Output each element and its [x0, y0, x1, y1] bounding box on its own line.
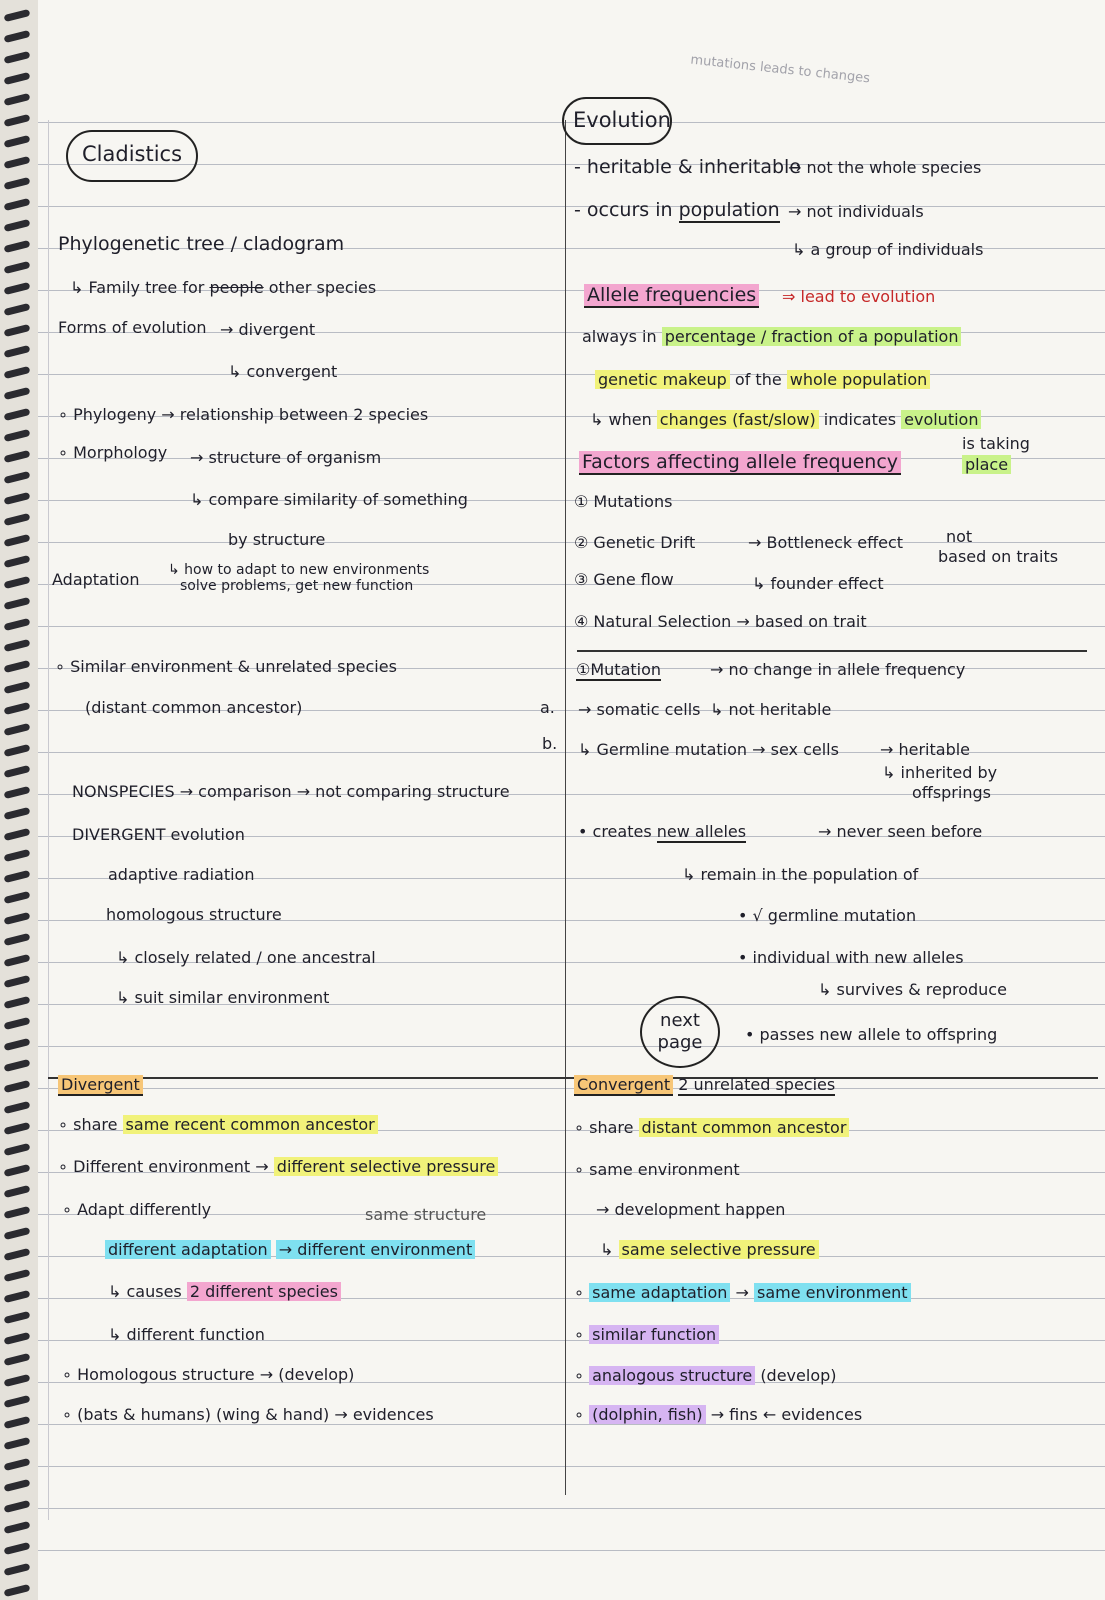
binding-coil — [4, 870, 31, 883]
binding-coil — [4, 261, 31, 274]
binding-coil — [4, 51, 31, 64]
different-function: ↳ different function — [108, 1325, 265, 1344]
somatic-cells: → somatic cells — [578, 700, 701, 719]
occurs-line — [574, 198, 780, 222]
allele-freq-heading: Allele frequencies — [584, 284, 759, 308]
binding-coil — [4, 72, 31, 85]
same-selective-pressure: same selective pressure — [619, 1240, 819, 1259]
survives-reproduce: ↳ survives & reproduce — [818, 980, 1007, 999]
binding-coil — [4, 975, 31, 988]
passes-new-allele: • passes new allele to offspring — [745, 1025, 998, 1044]
binding-coil — [4, 1290, 31, 1303]
allele-frequencies — [584, 283, 759, 307]
founder-effect: ↳ founder effect — [752, 574, 884, 593]
binding-coil — [4, 1500, 31, 1513]
germline-mutation: ↳ Germline mutation → sex cells — [578, 740, 839, 759]
dolphin-fish: (dolphin, fish) — [589, 1405, 705, 1424]
changes: changes (fast/slow) — [657, 410, 819, 429]
binding-coil — [4, 639, 31, 652]
div-env-line — [58, 1157, 498, 1177]
binding-coil — [4, 198, 31, 211]
mutation-heading: ①Mutation — [576, 660, 662, 679]
binding-coil — [4, 93, 31, 106]
offsprings: offsprings — [912, 783, 991, 802]
binding-coil — [4, 429, 31, 442]
binding-coil — [4, 1353, 31, 1366]
mark-b: b. — [542, 734, 558, 753]
closely-related: ↳ closely related / one ancestral — [116, 948, 376, 967]
inherited-by: ↳ inherited by — [882, 763, 998, 782]
different-environment: → different environment — [276, 1240, 475, 1259]
factors-heading: Factors affecting allele frequency — [579, 451, 901, 475]
binding-coil — [4, 282, 31, 295]
occurs-population: population — [678, 199, 780, 221]
same-pressure-pre: ↳ — [600, 1240, 614, 1259]
not-individuals: → not individuals — [788, 202, 924, 221]
binding-coil — [4, 471, 31, 484]
nonspecies: NONSPECIES → comparison → not comparing structure — [72, 782, 510, 801]
binding-coil — [4, 744, 31, 757]
not-whole-species: → not the whole species — [788, 158, 982, 177]
different-adaptation: different adaptation — [105, 1240, 271, 1259]
binding-coil — [4, 555, 31, 568]
binding-coil — [4, 912, 31, 925]
binding-coil — [4, 1101, 31, 1114]
binding-coil — [4, 597, 31, 610]
analogous-develop: (develop) — [760, 1366, 837, 1385]
page-label: page — [657, 1032, 703, 1053]
binding-coil — [4, 1395, 31, 1408]
binding-coil — [4, 1164, 31, 1177]
always-line — [582, 327, 961, 347]
same-adaptation: same adaptation — [589, 1283, 730, 1302]
binding-coil — [4, 1227, 31, 1240]
conv-share-line — [574, 1118, 849, 1138]
divergent-evolution: DIVERGENT evolution — [72, 825, 245, 844]
ruled-line — [38, 1088, 1105, 1089]
factor-gene-flow: ③ Gene flow — [574, 570, 674, 589]
of-the: of the — [734, 370, 782, 389]
genetic-makeup: genetic makeup — [595, 370, 730, 389]
heritable-2: → heritable — [880, 740, 971, 759]
morphology: ∘ Morphology — [58, 443, 168, 462]
conv-share-pre: ∘ share — [574, 1118, 634, 1137]
causes-pre: ↳ causes — [108, 1282, 182, 1301]
always-pre: always in — [582, 327, 657, 346]
morph-compare: ↳ compare similarity of something — [190, 490, 468, 509]
binding-coil — [4, 681, 31, 694]
similar-function: similar function — [589, 1325, 719, 1344]
binding-coil — [4, 933, 31, 946]
ruled-line — [38, 1508, 1105, 1509]
no-change: → no change in allele frequency — [710, 660, 966, 679]
place — [962, 455, 1011, 475]
binding-coil — [4, 1143, 31, 1156]
same-adapt-arrow: → — [735, 1283, 749, 1302]
div-share-highlight: same recent common ancestor — [123, 1115, 378, 1134]
binding-coil — [4, 492, 31, 505]
causes-line — [108, 1282, 341, 1302]
same-pressure-line — [600, 1240, 819, 1260]
margin-line — [48, 120, 49, 1520]
binding-coil — [4, 219, 31, 232]
binding-coil — [4, 765, 31, 778]
same-environment: same environment — [754, 1283, 911, 1302]
suit-similar: ↳ suit similar environment — [116, 988, 330, 1007]
two-different-species: 2 different species — [187, 1282, 341, 1301]
form-convergent: ↳ convergent — [228, 362, 338, 381]
convergent-title-line — [574, 1075, 835, 1095]
creates-pre: • creates — [578, 822, 652, 841]
binding-coil — [4, 1059, 31, 1072]
analogous-structure: analogous structure — [589, 1366, 755, 1385]
binding-coil — [4, 1479, 31, 1492]
individual-new-alleles: • individual with new alleles — [738, 948, 964, 967]
column-divider — [565, 120, 566, 1495]
family-tree-post: other species — [268, 278, 377, 297]
binding-coil — [4, 366, 31, 379]
creates-line — [578, 822, 746, 842]
genetic-line — [595, 370, 930, 390]
mutation-divider — [577, 650, 1087, 652]
binding-coil — [4, 1269, 31, 1282]
section-divider — [48, 1077, 1098, 1079]
factors-line — [579, 450, 901, 474]
binding-coil — [4, 807, 31, 820]
two-unrelated-species: 2 unrelated species — [678, 1075, 836, 1094]
new-alleles: new alleles — [656, 822, 747, 841]
analogous-line: ∘ analogous structure (develop) — [574, 1366, 837, 1385]
never-seen: → never seen before — [818, 822, 983, 841]
dolphin-pre: ∘ — [574, 1405, 585, 1424]
binding-coil — [4, 114, 31, 127]
binding-coil — [4, 1017, 31, 1030]
binding-coil — [4, 1458, 31, 1471]
form-divergent: → divergent — [220, 320, 316, 339]
binding-coil — [4, 1584, 31, 1597]
cladistics-title: Cladistics — [82, 142, 183, 166]
not-based-1: not — [946, 527, 973, 546]
binding-coil — [4, 723, 31, 736]
always-highlight: percentage / fraction of a population — [662, 327, 962, 346]
lead-to-evolution: ⇒ lead to evolution — [782, 287, 936, 306]
remain-population: ↳ remain in the population of — [682, 865, 919, 884]
mutation-heading-line — [576, 660, 661, 680]
binding-coil — [4, 996, 31, 1009]
binding-coil — [4, 387, 31, 400]
ruled-line — [38, 542, 1105, 543]
next-page-circle — [640, 996, 720, 1068]
morph-by-structure: by structure — [228, 530, 326, 549]
factor-mutations: ① Mutations — [574, 492, 673, 511]
binding-coil — [4, 303, 31, 316]
binding-coil — [4, 345, 31, 358]
convergent-title: Convergent — [574, 1075, 673, 1096]
binding-coil — [4, 1521, 31, 1534]
phylogenetic-tree: Phylogenetic tree / cladogram — [58, 233, 345, 255]
binding-coil — [4, 534, 31, 547]
diff-adapt-line — [105, 1240, 475, 1260]
ruled-line — [38, 374, 1105, 375]
binding-coil — [4, 1206, 31, 1219]
adapt-solve: solve problems, get new function — [180, 578, 414, 594]
same-structure: same structure — [365, 1205, 487, 1224]
development-happen: → development happen — [596, 1200, 786, 1219]
phylogeny: ∘ Phylogeny → relationship between 2 species — [58, 405, 429, 424]
ruled-line — [38, 626, 1105, 627]
binding-coil — [4, 1038, 31, 1051]
binding-coil — [4, 1374, 31, 1387]
binding-coil — [4, 9, 31, 22]
homologous-structure: homologous structure — [106, 905, 282, 924]
div-different-env: ∘ Different environment → — [58, 1157, 269, 1176]
same-adapt-line: ∘ same adaptation → same environment — [574, 1283, 911, 1303]
not-heritable: ↳ not heritable — [710, 700, 832, 719]
place-word: place — [962, 455, 1011, 474]
evolution-title: Evolution — [573, 108, 671, 132]
binding-coil — [4, 660, 31, 673]
factor-natural-selection: ④ Natural Selection → based on trait — [574, 612, 867, 631]
divergent-title: Divergent — [58, 1075, 143, 1096]
divergent-title-line — [58, 1075, 143, 1095]
spiral-binding — [0, 0, 38, 1600]
ruled-line — [38, 1466, 1105, 1467]
ruled-line — [38, 1046, 1105, 1047]
conv-same-env: ∘ same environment — [574, 1160, 740, 1179]
binding-coil — [4, 1416, 31, 1429]
family-tree-line — [70, 278, 376, 298]
ruled-line — [38, 206, 1105, 207]
indicates: indicates — [823, 410, 897, 429]
family-tree-pre: ↳ Family tree for — [70, 278, 205, 297]
binding-coil — [4, 135, 31, 148]
similar-function-line: ∘ similar function — [574, 1325, 719, 1345]
binding-coil — [4, 828, 31, 841]
occurs-pre: - occurs in — [574, 199, 673, 221]
conv-share-highlight: distant common ancestor — [639, 1118, 850, 1137]
evolution-word: evolution — [901, 410, 981, 429]
binding-coil — [4, 1080, 31, 1093]
group-of-individuals: ↳ a group of individuals — [792, 240, 984, 259]
div-share-line — [58, 1115, 378, 1135]
dolphin-post: → fins ← evidences — [710, 1405, 863, 1424]
div-share-pre: ∘ share — [58, 1115, 118, 1134]
binding-coil — [4, 576, 31, 589]
binding-coil — [4, 177, 31, 190]
binding-coil — [4, 324, 31, 337]
faint-top-note: mutations leads to changes — [689, 52, 871, 87]
dolphin-line — [574, 1405, 862, 1425]
when-pre: ↳ when — [590, 410, 652, 429]
next-label: next — [660, 1010, 700, 1031]
binding-coil — [4, 1437, 31, 1450]
binding-coil — [4, 891, 31, 904]
binding-coil — [4, 30, 31, 43]
similar-environment: ∘ Similar environment & unrelated species — [55, 657, 397, 676]
forms-of-evolution: Forms of evolution — [58, 318, 207, 337]
homologous-develop: ∘ Homologous structure → (develop) — [62, 1365, 355, 1384]
binding-coil — [4, 1563, 31, 1576]
binding-coil — [4, 1122, 31, 1135]
binding-coil — [4, 702, 31, 715]
heritable: - heritable & inheritable — [574, 156, 801, 178]
adaptive-radiation: adaptive radiation — [108, 865, 255, 884]
binding-coil — [4, 1542, 31, 1555]
adapt-how: ↳ how to adapt to new environments — [168, 562, 430, 578]
binding-coil — [4, 1248, 31, 1261]
binding-coil — [4, 156, 31, 169]
div-different-pressure: different selective pressure — [274, 1157, 499, 1176]
distant-ancestor: (distant common ancestor) — [85, 698, 303, 717]
binding-coil — [4, 408, 31, 421]
adapt-differently: ∘ Adapt differently — [62, 1200, 212, 1219]
binding-coil — [4, 849, 31, 862]
germline-check: • √ germline mutation — [738, 906, 917, 925]
mark-a: a. — [540, 698, 555, 717]
adaptation: Adaptation — [52, 570, 140, 589]
binding-coil — [4, 1185, 31, 1198]
ruled-line — [38, 1550, 1105, 1551]
factor-genetic-drift: ② Genetic Drift — [574, 533, 696, 552]
morph-structure: → structure of organism — [190, 448, 382, 467]
bats-humans: ∘ (bats & humans) (wing & hand) → evidences — [62, 1405, 434, 1424]
binding-coil — [4, 954, 31, 967]
binding-coil — [4, 240, 31, 253]
not-based-2: based on traits — [938, 547, 1059, 566]
bottleneck-effect: → Bottleneck effect — [748, 533, 904, 552]
binding-coil — [4, 618, 31, 631]
whole-population: whole population — [787, 370, 931, 389]
binding-coil — [4, 513, 31, 526]
family-tree-strike: people — [209, 278, 264, 297]
binding-coil — [4, 1311, 31, 1324]
binding-coil — [4, 786, 31, 799]
binding-coil — [4, 1332, 31, 1345]
is-taking: is taking — [962, 434, 1030, 453]
when-line — [590, 410, 981, 430]
binding-coil — [4, 450, 31, 463]
